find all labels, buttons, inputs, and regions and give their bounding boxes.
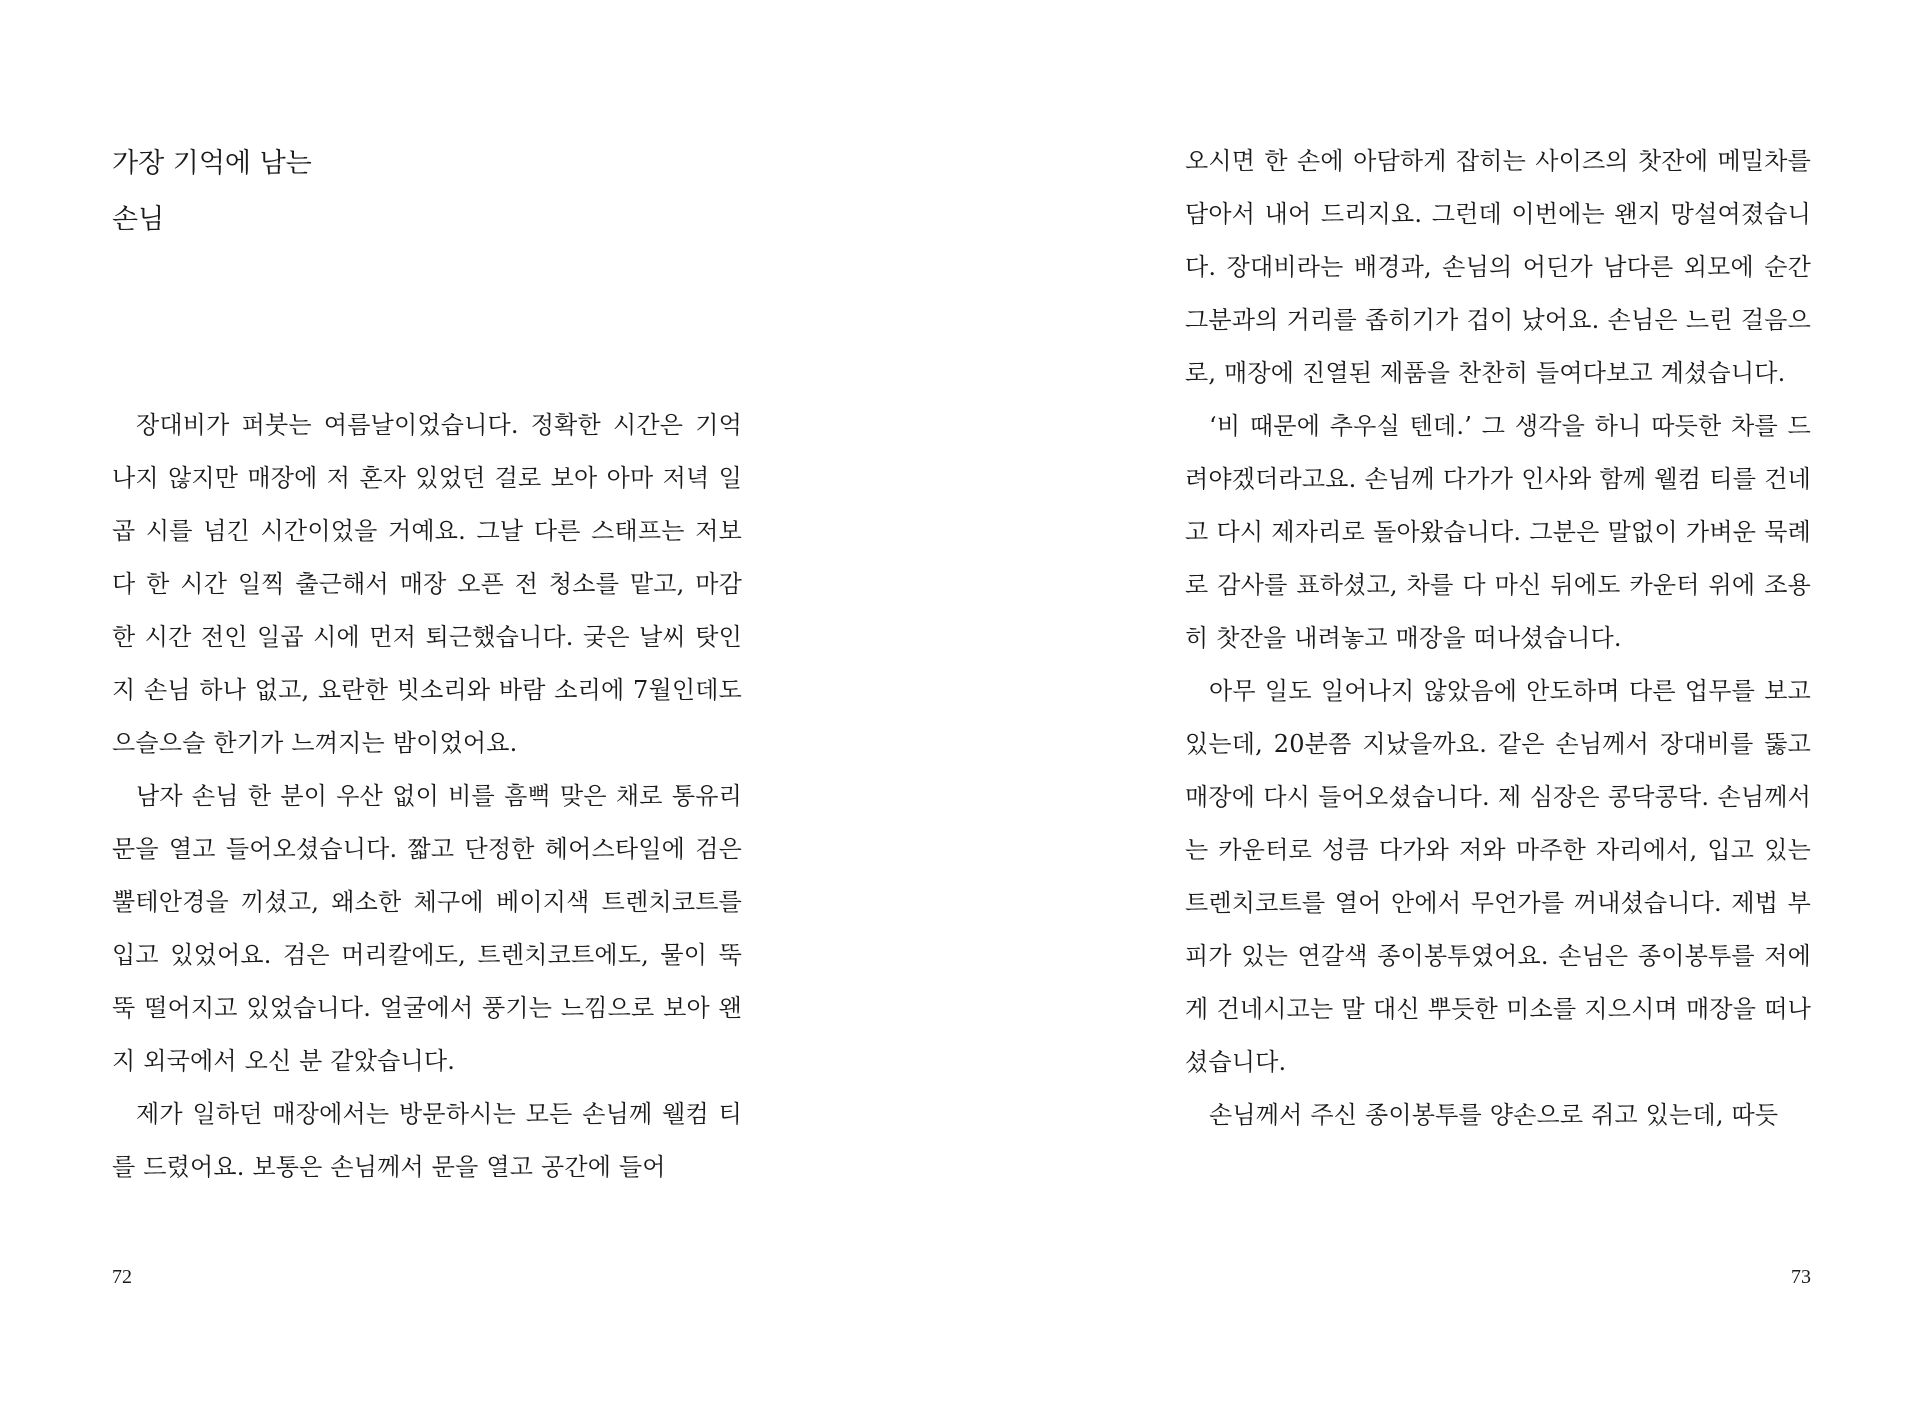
- paragraph: 손님께서 주신 종이봉투를 양손으로 쥐고 있는데, 따듯: [1209, 1101, 1779, 1129]
- right-page: [1185, 0, 1811, 1424]
- paragraph: ‘비 때문에 추우실 텐데.’ 그 생각을 하니 따듯한 차를 드려야겠더라고요. 손님께 다가가 인사와 함께 웰컴 티를 건네고 다시 제자리로 돌아왔습니다. 그분은 말없이 가벼운 묵례로 감사를 표하셨고, 차를 다 마신 뒤에도 카운터 위에 조용히 찻잔을 내려놓고 매장을 떠나셨습니다.: [1185, 412, 1811, 652]
- page-number: 72: [112, 1266, 132, 1288]
- paragraph: 제가 일하던 매장에서는 방문하시는 모든 손님께 웰컴 티를 드렸어요. 보통은 손님께서 문을 열고 공간에 들어: [112, 1100, 742, 1181]
- paragraph: 장대비가 퍼붓는 여름날이었습니다. 정확한 시간은 기억나지 않지만 매장에 저 혼자 있었던 걸로 보아 아마 저녁 일곱 시를 넘긴 시간이었을 거예요. 그날 다른 스태프는 저보다 한 시간 일찍 출근해서 매장 오픈 전 청소를 맡고, 마감 한 시간 전인 일곱 시에 먼저 퇴근했습니다. 궂은 날씨 탓인지 손님 하나 없고, 요란한 빗소리와 바람 소리에 7월인데도 으슬으슬 한기가 느껴지는 밤이었어요.: [112, 411, 742, 757]
- left-page-body: [112, 399, 742, 1194]
- chapter-title: 가장 기억에 남는 손님: [112, 148, 312, 235]
- page-number: 73: [1791, 1266, 1811, 1288]
- left-page: [112, 0, 742, 1424]
- right-page-body: [1185, 135, 1811, 1142]
- paragraph-continued: 오시면 한 손에 아담하게 잡히는 사이즈의 찻잔에 메밀차를 담아서 내어 드리지요. 그런데 이번에는 왠지 망설여졌습니다. 장대비라는 배경과, 손님의 어딘가 남다른 외모에 순간 그분과의 거리를 좁히기가 겁이 났어요. 손님은 느린 걸음으로, 매장에 진열된 제품을 찬찬히 들여다보고 계셨습니다.: [1185, 147, 1811, 387]
- paragraph: 아무 일도 일어나지 않았음에 안도하며 다른 업무를 보고 있는데, 20분쯤 지났을까요. 같은 손님께서 장대비를 뚫고 매장에 다시 들어오셨습니다. 제 심장은 콩닥콩닥. 손님께서는 카운터로 성큼 다가와 저와 마주한 자리에서, 입고 있는 트렌치코트를 열어 안에서 무언가를 꺼내셨습니다. 제법 부피가 있는 연갈색 종이봉투였어요. 손님은 종이봉투를 저에게 건네시고는 말 대신 뿌듯한 미소를 지으시며 매장을 떠나셨습니다.: [1185, 677, 1811, 1076]
- paragraph: 남자 손님 한 분이 우산 없이 비를 흠뻑 맞은 채로 통유리문을 열고 들어오셨습니다. 짧고 단정한 헤어스타일에 검은 뿔테안경을 끼셨고, 왜소한 체구에 베이지색 트렌치코트를 입고 있었어요. 검은 머리칼에도, 트렌치코트에도, 물이 뚝뚝 떨어지고 있었습니다. 얼굴에서 풍기는 느낌으로 보아 왠지 외국에서 오신 분 같았습니다.: [112, 782, 742, 1075]
